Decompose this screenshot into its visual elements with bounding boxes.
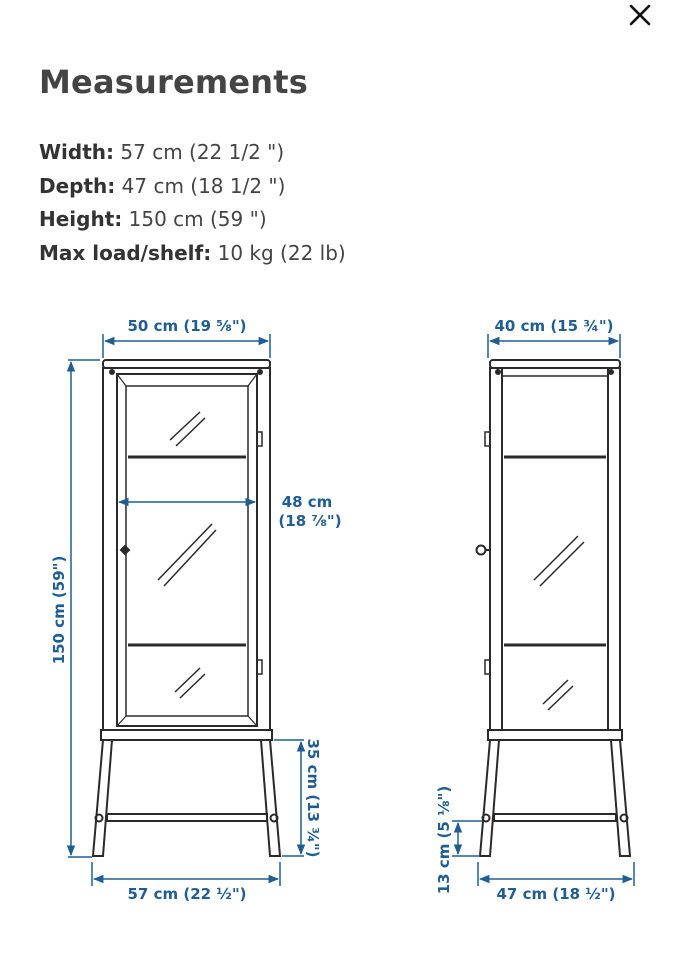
spec-label: Max load/shelf: [39,240,212,265]
spec-value: 10 kg (22 lb) [211,240,346,265]
spec-width [39,138,346,172]
side-view-cabinet [477,360,631,856]
spec-label: Height: [39,207,123,231]
spec-height [39,205,346,239]
front-height-label: 150 cm (59") [50,555,68,665]
spec-label: Width: [39,140,115,164]
spec-value: 150 cm (59 ") [122,207,267,231]
spec-list [39,138,346,272]
spec-value: 47 cm (18 1/2 ") [115,173,286,198]
spec-value: 57 cm (22 1/2 ") [114,140,285,164]
front-inner-width-cm-label: 48 cm [281,493,333,511]
front-inner-width-in-label: (18 ⅞") [278,512,342,530]
front-leg-height-label: 35 cm (13 ¾") [304,738,322,858]
measurement-diagram [0,290,685,920]
front-base-width-label: 57 cm (22 ½") [127,885,247,903]
side-dimensions [452,334,634,886]
close-icon [628,3,652,27]
spec-max-load [39,239,346,273]
front-top-width-label: 50 cm (19 ⅝") [127,317,247,335]
close-button[interactable] [622,0,658,30]
front-view-cabinet [93,360,280,856]
spec-depth [39,172,346,206]
spec-label: Depth: [39,173,116,198]
side-rail-height-label: 13 cm (5 ⅛") [435,785,453,895]
side-base-depth-label: 47 cm (18 ½") [496,885,616,903]
side-top-depth-label: 40 cm (15 ¾") [494,317,614,335]
page-title: Measurements [39,63,309,101]
